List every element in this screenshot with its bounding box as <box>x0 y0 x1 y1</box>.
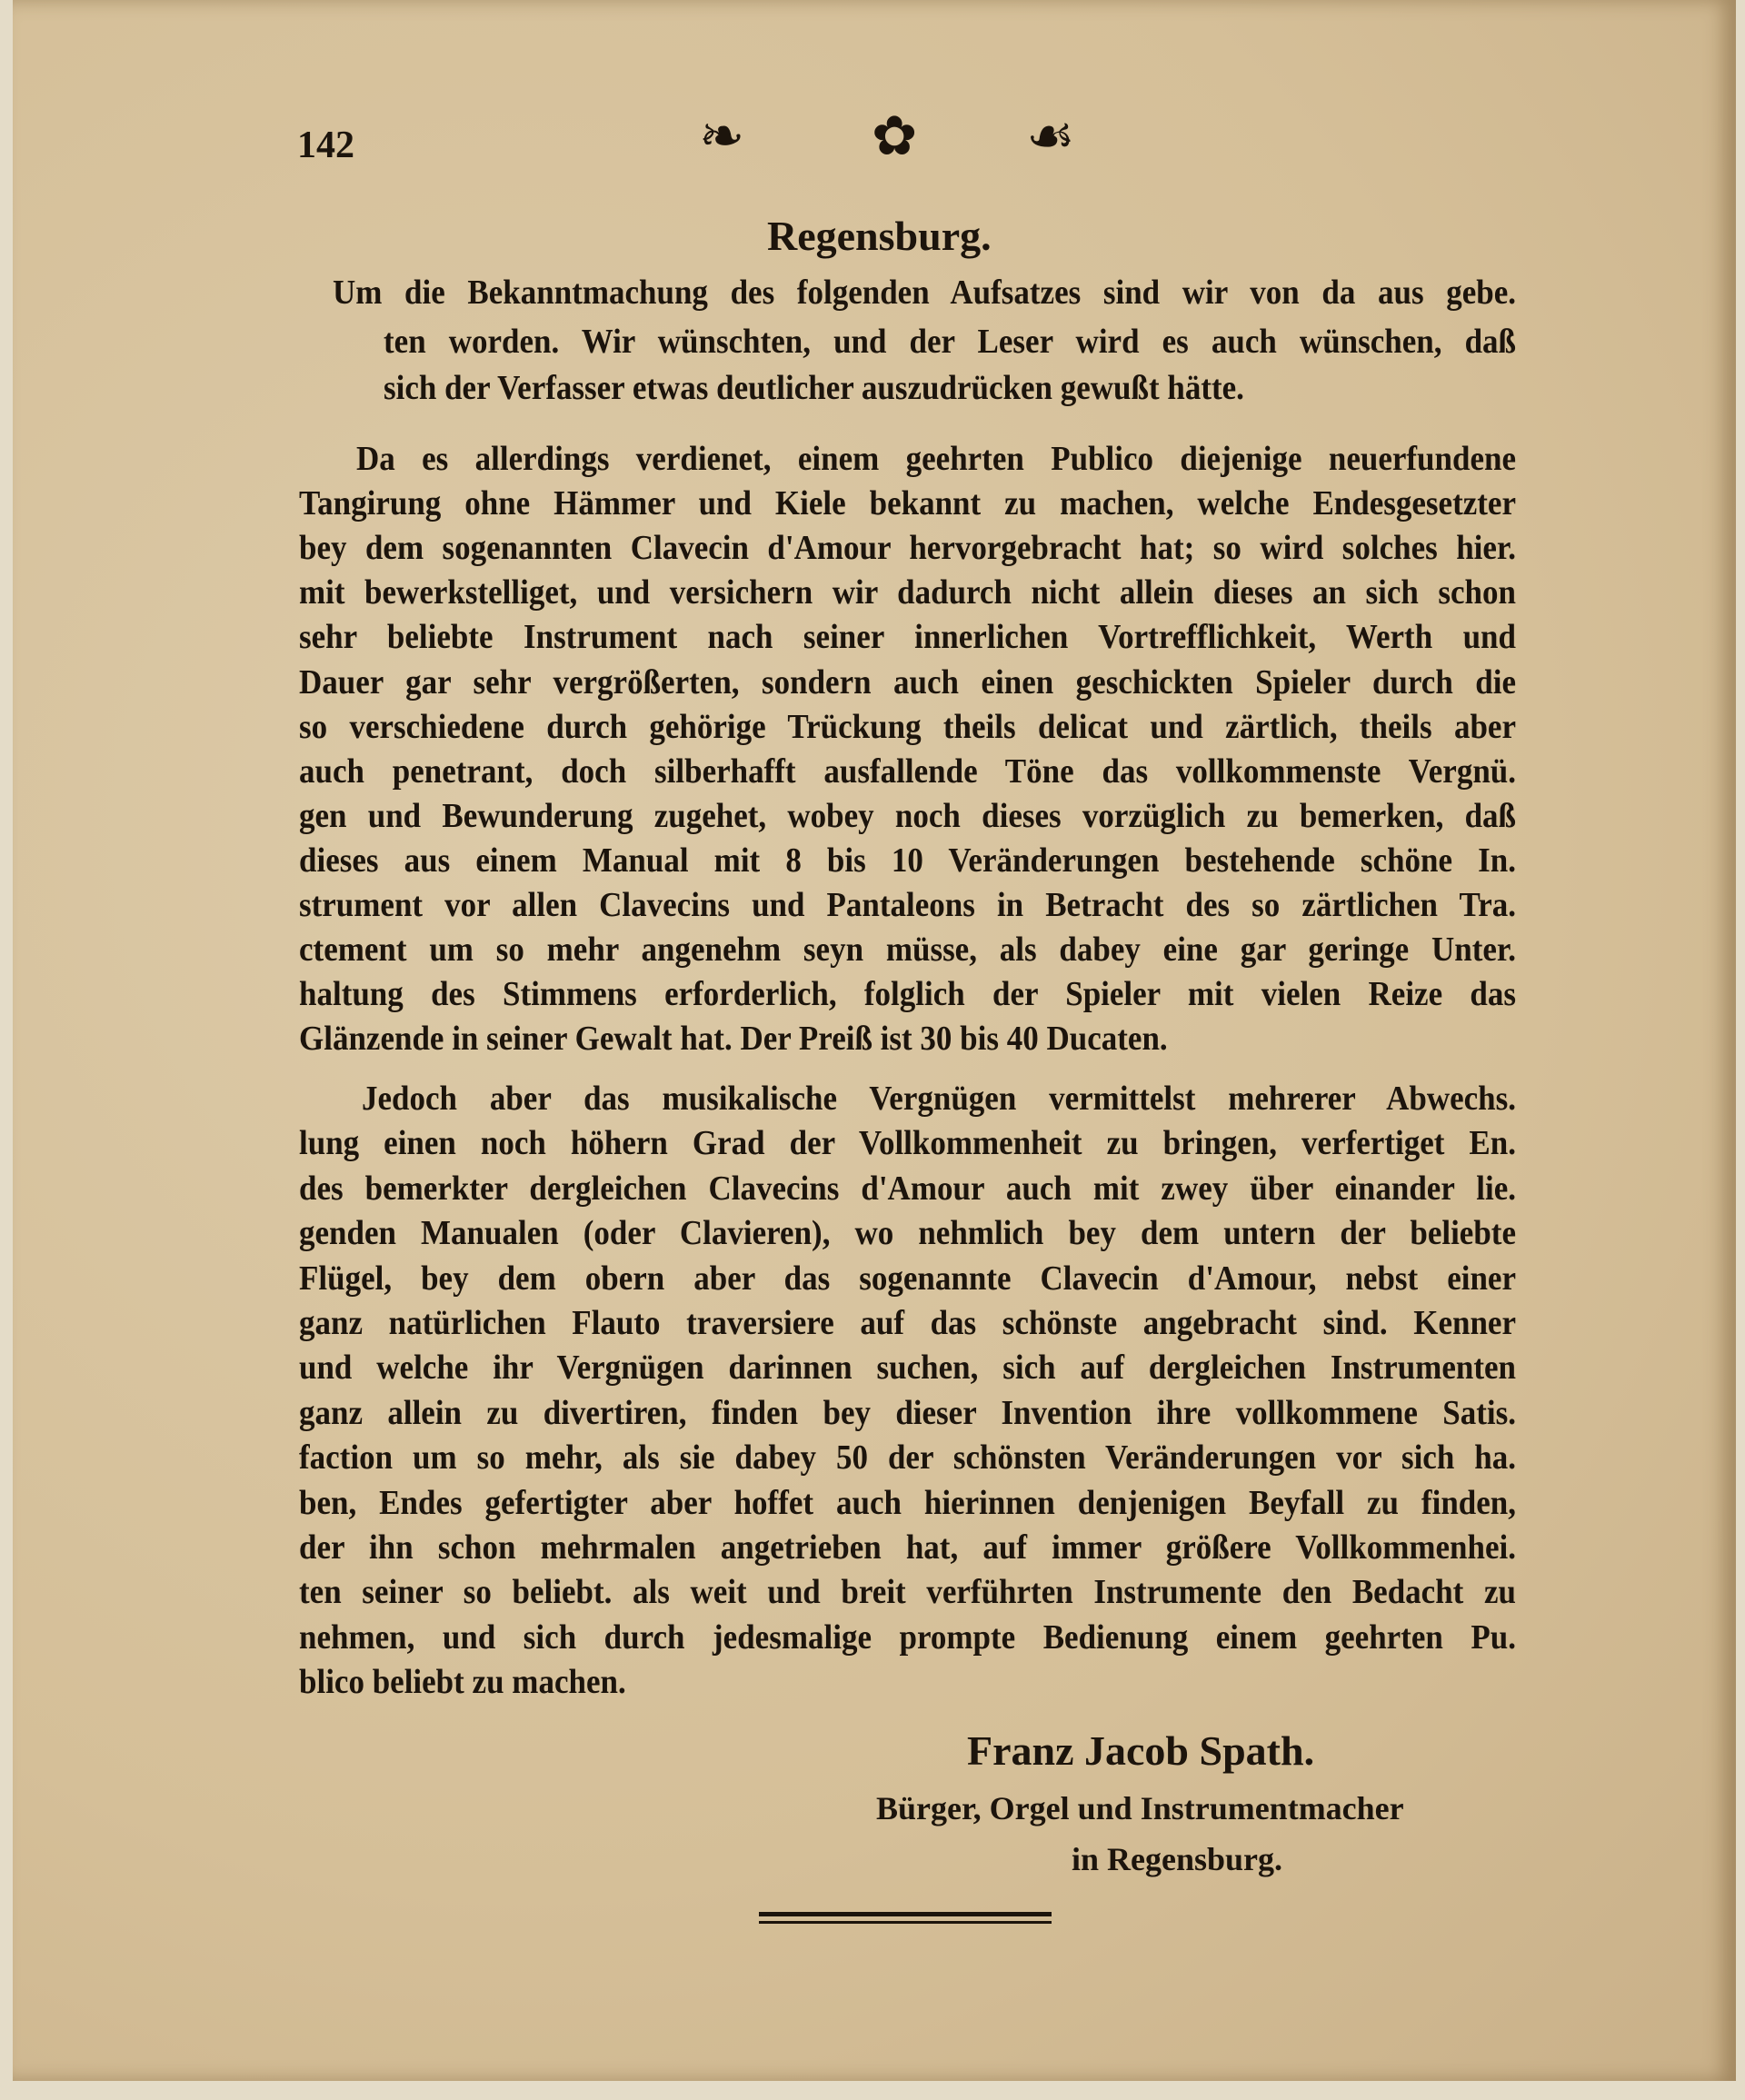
paragraph1-line: haltung des Stimmens erforderlich, folglich der Spieler mit vielen Reize das <box>299 974 1516 1013</box>
paragraph1-line: sehr beliebte Instrument nach seiner innerlichen Vortrefflichkeit, Werth und <box>299 617 1516 656</box>
paragraph2-line: genden Manualen (oder Clavieren), wo nehmlich bey dem untern der beliebte <box>299 1213 1516 1252</box>
ornament-center-icon: ✿ <box>872 106 918 166</box>
intro-line: Um die Bekanntmachung des folgenden Aufsatzes sind wir von da aus gebe. <box>333 273 1516 312</box>
paragraph2-line: der ihn schon mehrmalen angetrieben hat, auf immer größere Vollkommenhei. <box>299 1528 1516 1567</box>
paragraph2-line: nehmen, und sich durch jedesmalige prompte Bedienung einem geehrten Pu. <box>299 1617 1516 1657</box>
paragraph1-line: gen und Bewunderung zugehet, wobey noch dieses vorzüglich zu bemerken, daß <box>299 796 1516 835</box>
intro-line: sich der Verfasser etwas deutlicher auszudrücken gewußt hätte. <box>384 368 1244 407</box>
signature-role: Bürger, Orgel und Instrumentmacher <box>876 1790 1404 1826</box>
closing-rule-thin <box>759 1921 1052 1924</box>
paragraph2-line: faction um so mehr, als sie dabey 50 der schönsten Veränderungen vor sich ha. <box>299 1438 1516 1477</box>
paragraph2-line: lung einen noch höhern Grad der Vollkommenheit zu bringen, verfertiget En. <box>299 1123 1516 1162</box>
closing-rule <box>759 1912 1052 1916</box>
paragraph2-line: ganz natürlichen Flauto traversiere auf das schönste angebracht sind. Kenner <box>299 1303 1516 1342</box>
page-title: Regensburg. <box>767 213 992 259</box>
paragraph2-line: und welche ihr Vergnügen darinnen suchen, sich auf dergleichen Instrumenten <box>299 1348 1516 1387</box>
paragraph1-line: bey dem sogenannten Clavecin d'Amour hervorgebracht hat; so wird solches hier. <box>299 528 1516 567</box>
paragraph1-line: Glänzende in seiner Gewalt hat. Der Preiß ist 30 bis 40 Ducaten. <box>299 1019 1168 1058</box>
paragraph2-line: blico beliebt zu machen. <box>299 1662 626 1701</box>
paragraph2-line: ben, Endes gefertigter aber hoffet auch hierinnen denjenigen Beyfall zu finden, <box>299 1482 1516 1522</box>
paragraph1-line: Da es allerdings verdienet, einem geehrten Publico diejenige neuerfundene <box>356 439 1516 478</box>
paragraph2-line: ganz allein zu divertiren, finden bey dieser Invention ihre vollkommene Satis. <box>299 1393 1516 1432</box>
paragraph1-line: so verschiedene durch gehörige Trückung theils delicat und zärtlich, theils aber <box>299 706 1516 746</box>
paragraph2-line: des bemerkter dergleichen Clavecins d'Amour auch mit zwey über einander lie. <box>299 1169 1516 1208</box>
page-number: 142 <box>297 124 354 166</box>
paragraph1-line: strument vor allen Clavecins und Pantaleons in Betracht des so zärtlichen Tra. <box>299 885 1516 924</box>
paragraph1-line: dieses aus einem Manual mit 8 bis 10 Veränderungen bestehende schöne In. <box>299 841 1516 880</box>
paragraph2-line: Flügel, bey dem obern aber das sogenannte Clavecin d'Amour, nebst einer <box>299 1258 1516 1298</box>
intro-line: ten worden. Wir wünschten, und der Leser wird es auch wünschen, daß <box>384 322 1516 361</box>
paragraph1-line: Dauer gar sehr vergrößerten, sondern auch einen geschickten Spieler durch die <box>299 662 1516 702</box>
paragraph1-line: mit bewerkstelliget, und versichern wir dadurch nicht allein dieses an sich schon <box>299 572 1516 612</box>
signature-place: in Regensburg. <box>1072 1841 1283 1877</box>
paragraph1-line: ctement um so mehr angenehm seyn müsse, als dabey eine gar geringe Unter. <box>299 930 1516 969</box>
document-page <box>13 0 1736 2081</box>
paragraph1-line: Tangirung ohne Hämmer und Kiele bekannt zu machen, welche Endesgesetzter <box>299 483 1516 523</box>
paragraph2-line: Jedoch aber das musikalische Vergnügen vermittelst mehrerer Abwechs. <box>362 1079 1516 1118</box>
paragraph1-line: auch penetrant, doch silberhafft ausfallende Töne das vollkommenste Vergnü. <box>299 751 1516 791</box>
ornament-left-icon: ❧ <box>699 106 745 166</box>
ornament-right-icon: ☙ <box>1026 106 1075 166</box>
signature-name: Franz Jacob Spath. <box>967 1727 1315 1774</box>
paragraph2-line: ten seiner so beliebt. als weit und breit verführten Instrumente den Bedacht zu <box>299 1572 1516 1611</box>
